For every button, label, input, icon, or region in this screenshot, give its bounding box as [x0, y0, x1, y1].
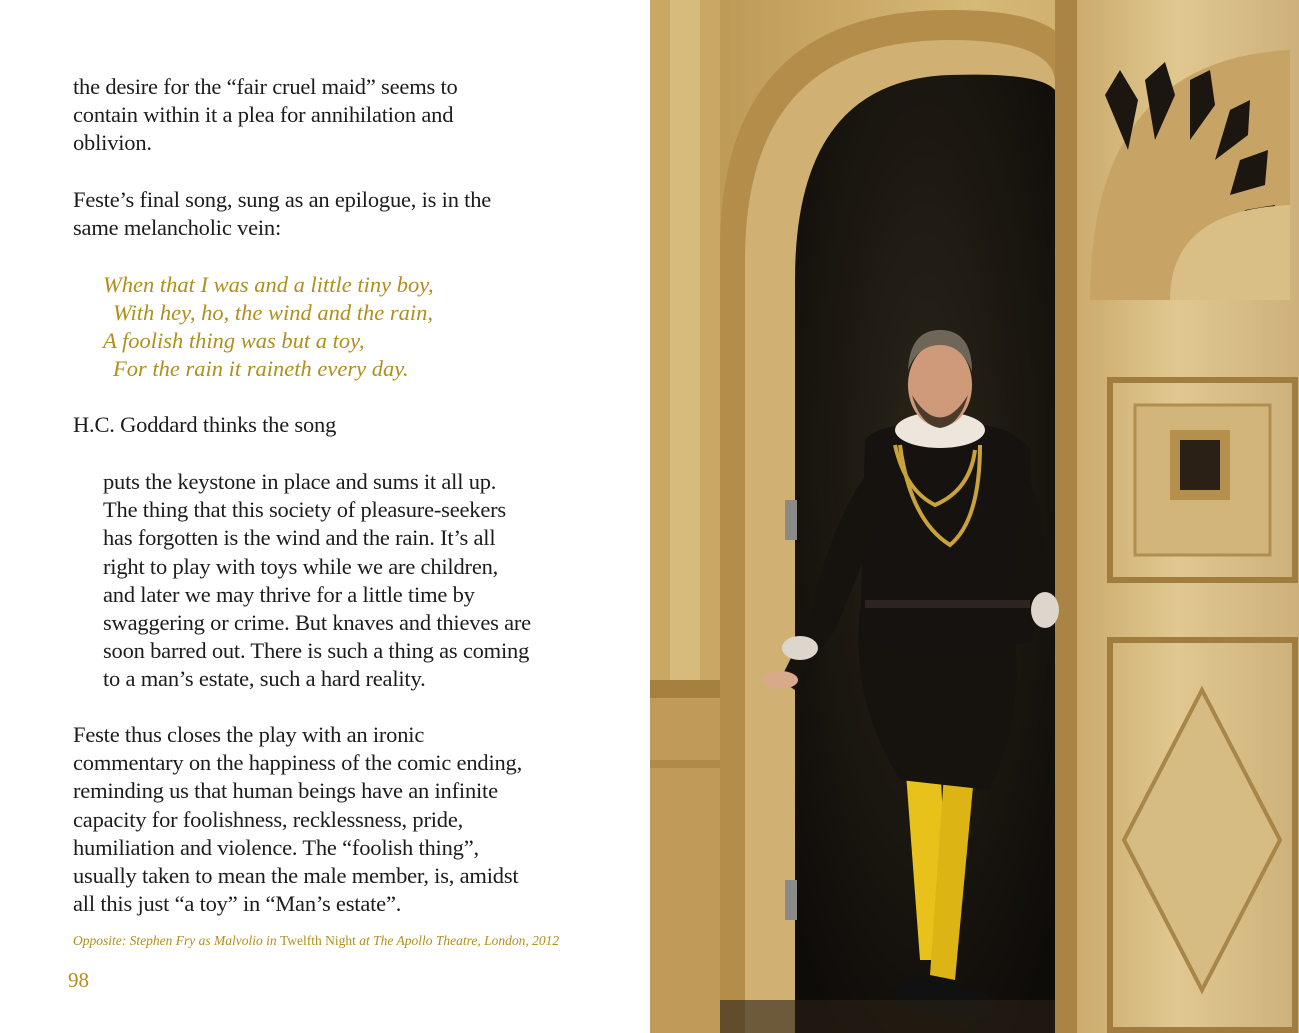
photo-illustration	[650, 0, 1299, 1033]
door-edge	[1055, 0, 1077, 1033]
caption-play-title: Twelfth Night	[279, 933, 356, 948]
quote-line: to a man’s estate, such a hard reality.	[103, 666, 426, 692]
paragraph-3	[73, 411, 593, 439]
paragraph-line: reminding us that human beings have an infinite	[73, 778, 498, 804]
paragraph-line: H.C. Goddard thinks the song	[73, 412, 337, 437]
paragraph-line: commentary on the happiness of the comic ending,	[73, 750, 523, 776]
quote-line: The thing that this society of pleasure-seekers	[103, 497, 506, 523]
quote-line: soon barred out. There is such a thing as coming	[103, 638, 530, 664]
quote-line: puts the keystone in place and sums it all up.	[103, 469, 497, 494]
paragraph-1	[73, 73, 593, 158]
door-fan-window	[1090, 50, 1290, 300]
paragraph-line: Feste’s final song, sung as an epilogue, is in the	[73, 187, 492, 212]
paragraph-line: humiliation and violence. The “foolish thing”,	[73, 834, 479, 860]
caption-part: The Apollo Theatre, London, 2012	[373, 933, 560, 948]
quote-line: and later we may thrive for a little time by	[103, 581, 475, 607]
paragraph-line: contain within it a plea for annihilation and	[73, 102, 454, 128]
verse-line: With hey, ho, the wind and the rain,	[113, 300, 433, 325]
block-quote	[103, 468, 603, 694]
paragraph-line: usually taken to mean the male member, is, amidst	[73, 863, 519, 889]
paragraph-4	[73, 721, 593, 918]
paragraph-line: Feste thus closes the play with an ironic	[73, 722, 425, 747]
paragraph-2	[73, 186, 593, 242]
paragraph-line: the desire for the “fair cruel maid” seems to	[73, 74, 458, 99]
paragraph-line: capacity for foolishness, recklessness, pride,	[73, 806, 464, 832]
verse-line: When that I was and a little tiny boy,	[103, 272, 434, 297]
door-grille	[1180, 440, 1220, 490]
caption-part: Opposite: Stephen Fry as Malvolio in	[73, 933, 280, 948]
song-verse	[103, 271, 603, 383]
hinge	[785, 500, 797, 540]
verse-line: A foolish thing was but a toy,	[103, 328, 365, 353]
quote-line: has forgotten is the wind and the rain. It’s all	[103, 525, 496, 551]
caption-part: at	[355, 933, 374, 948]
paragraph-line: all this just “a toy” in “Man’s estate”.	[73, 891, 402, 917]
paragraph-line: same melancholic vein:	[73, 215, 282, 241]
hinge	[785, 880, 797, 920]
actor-photo	[650, 0, 1299, 1033]
page-number: 98	[68, 968, 89, 992]
paragraph-line: oblivion.	[73, 130, 152, 156]
photo-caption	[73, 933, 633, 949]
verse-line: For the rain it raineth every day.	[113, 356, 409, 381]
quote-line: right to play with toys while we are children,	[103, 553, 499, 579]
quote-line: swaggering or crime. But knaves and thieves are	[103, 610, 531, 636]
